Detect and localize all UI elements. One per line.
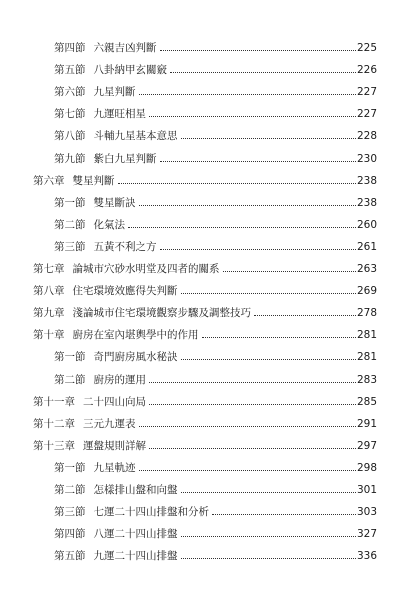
toc-entry xyxy=(54,351,377,363)
toc-entry-title: 怎樣排山盤和向盤 xyxy=(93,484,178,496)
dot-leader xyxy=(160,50,356,51)
toc-entry-title: 三元九運表 xyxy=(83,417,136,430)
toc-entry-page: 336 xyxy=(356,550,377,563)
dot-leader xyxy=(139,470,356,471)
toc-entry-title: 八卦納甲玄關竅 xyxy=(93,64,167,77)
toc-entry-page: 283 xyxy=(356,373,377,386)
toc-entry-label: 第五節 xyxy=(54,550,86,563)
toc-entry-page: 263 xyxy=(356,263,377,275)
dot-leader xyxy=(181,492,356,493)
toc-entry-title: 雙星斷訣 xyxy=(93,196,136,209)
toc-entry-label: 第六節 xyxy=(54,86,86,99)
toc-entry xyxy=(33,285,377,297)
dot-leader xyxy=(254,315,356,316)
toc-entry-title: 九運二十四山排盤 xyxy=(93,550,178,563)
toc-entry-page: 227 xyxy=(356,108,377,121)
toc-entry-title: 五黃不利之方 xyxy=(93,240,157,253)
toc-entry-title: 奇門廚房風水秘訣 xyxy=(93,351,178,364)
toc-entry xyxy=(54,108,377,120)
toc-entry-title: 化氣法 xyxy=(93,218,125,231)
toc-entry-title: 運盤規則詳解 xyxy=(83,439,146,452)
toc-entry-label: 第四節 xyxy=(54,528,86,541)
toc-entry-label: 第一節 xyxy=(54,351,86,364)
toc-entry xyxy=(54,462,377,474)
toc-entry-label: 第五節 xyxy=(54,64,86,77)
dot-leader xyxy=(139,205,356,206)
toc-entry-page: 285 xyxy=(356,395,377,408)
toc-entry-page: 261 xyxy=(356,240,377,253)
dot-leader xyxy=(149,382,356,383)
dot-leader xyxy=(160,249,356,250)
toc-entry-label: 第七章 xyxy=(33,263,65,275)
toc-entry-page: 230 xyxy=(356,152,377,165)
toc-entry-page: 278 xyxy=(356,307,377,320)
toc-entry xyxy=(54,197,377,209)
toc-entry xyxy=(33,418,377,430)
toc-entry xyxy=(54,484,377,496)
toc-entry-title: 論城市穴砂水明堂及四者的關系 xyxy=(72,263,220,275)
toc-entry-label: 第七節 xyxy=(54,108,86,121)
toc-entry xyxy=(54,153,377,165)
toc-entry-page: 298 xyxy=(356,461,377,474)
dot-leader xyxy=(223,271,356,272)
toc-entry xyxy=(33,175,377,187)
toc-entry-title: 廚房的運用 xyxy=(93,373,146,386)
toc-entry-title: 住宅環境效應得失判斷 xyxy=(72,285,178,298)
toc-entry xyxy=(54,241,377,253)
toc-entry-label: 第二節 xyxy=(54,484,86,496)
toc-entry-title: 八運二十四山排盤 xyxy=(93,528,178,541)
dot-leader xyxy=(118,183,356,184)
toc-entry-page: 291 xyxy=(356,417,377,430)
dot-leader xyxy=(149,448,356,449)
toc-entry-label: 第九節 xyxy=(54,152,86,165)
toc-entry-title: 雙星判斷 xyxy=(72,174,115,187)
toc-entry-page: 269 xyxy=(356,285,377,298)
toc-entry xyxy=(33,263,377,275)
dot-leader xyxy=(181,138,356,139)
toc-entry-title: 紫白九星判斷 xyxy=(93,152,157,165)
toc-entry xyxy=(54,550,377,562)
toc-entry-page: 301 xyxy=(356,484,377,496)
dot-leader xyxy=(170,72,356,73)
toc-entry-label: 第十三章 xyxy=(33,439,75,452)
toc-entry xyxy=(54,64,377,76)
toc-entry-label: 第一節 xyxy=(54,461,86,474)
toc-entry xyxy=(33,329,377,341)
toc-entry-label: 第八節 xyxy=(54,130,86,143)
toc-entry xyxy=(54,130,377,142)
toc-entry-label: 第四節 xyxy=(54,42,86,54)
toc-entry-label: 第十二章 xyxy=(33,417,75,430)
toc-entry xyxy=(54,528,377,540)
toc-entry-page: 303 xyxy=(356,506,377,519)
toc-entry-label: 第一節 xyxy=(54,196,86,209)
toc-entry-page: 228 xyxy=(356,130,377,143)
toc-entry-page: 281 xyxy=(356,329,377,342)
toc-entry-page: 225 xyxy=(356,42,377,54)
toc-entry-page: 238 xyxy=(356,174,377,187)
dot-leader xyxy=(128,227,356,228)
toc-entry-label: 第九章 xyxy=(33,307,65,320)
toc-entry xyxy=(54,86,377,98)
dot-leader xyxy=(181,558,356,559)
toc-entry xyxy=(54,374,377,386)
toc-entry-label: 第八章 xyxy=(33,285,65,298)
dot-leader xyxy=(202,337,356,338)
toc-entry-title: 九星軌迹 xyxy=(93,461,136,474)
toc-entry-page: 227 xyxy=(356,86,377,99)
toc-entry-label: 第六章 xyxy=(33,174,65,187)
toc-entry xyxy=(54,506,377,518)
toc-entry-title: 九星判斷 xyxy=(93,86,136,99)
toc-entry-label: 第三節 xyxy=(54,506,86,519)
toc-entry xyxy=(54,219,377,231)
toc-entry-title: 二十四山向局 xyxy=(83,395,146,408)
toc-entry-label: 第三節 xyxy=(54,240,86,253)
toc-entry-title: 淺論城市住宅環境觀察步驟及調整技巧 xyxy=(72,307,251,320)
toc-entry-title: 七運二十四山排盤和分析 xyxy=(93,506,209,519)
toc-entry-title: 斗輔九星基本意思 xyxy=(93,130,178,143)
dot-leader xyxy=(212,514,356,515)
dot-leader xyxy=(139,94,356,95)
dot-leader xyxy=(149,404,356,405)
toc-entry-label: 第十一章 xyxy=(33,395,75,408)
dot-leader xyxy=(149,116,356,117)
toc-entry xyxy=(33,440,377,452)
dot-leader xyxy=(139,426,356,427)
toc-entry-title: 六親吉凶判斷 xyxy=(93,42,157,54)
toc-entry-page: 226 xyxy=(356,64,377,77)
toc-entry-page: 281 xyxy=(356,351,377,364)
toc-entry xyxy=(33,307,377,319)
dot-leader xyxy=(160,161,356,162)
toc-entry-label: 第二節 xyxy=(54,218,86,231)
toc-entry-page: 297 xyxy=(356,439,377,452)
toc-entry-page: 327 xyxy=(356,528,377,541)
toc-entry xyxy=(54,42,377,54)
toc-entry-page: 260 xyxy=(356,218,377,231)
dot-leader xyxy=(181,359,356,360)
toc-entry-title: 九運旺相星 xyxy=(93,108,146,121)
toc-entry-label: 第十章 xyxy=(33,329,65,342)
toc-entry-label: 第二節 xyxy=(54,373,86,386)
toc-entry-title: 廚房在室內堪輿學中的作用 xyxy=(72,329,199,342)
dot-leader xyxy=(181,536,356,537)
toc-entry xyxy=(33,396,377,408)
toc-entry-page: 238 xyxy=(356,196,377,209)
dot-leader xyxy=(181,293,356,294)
